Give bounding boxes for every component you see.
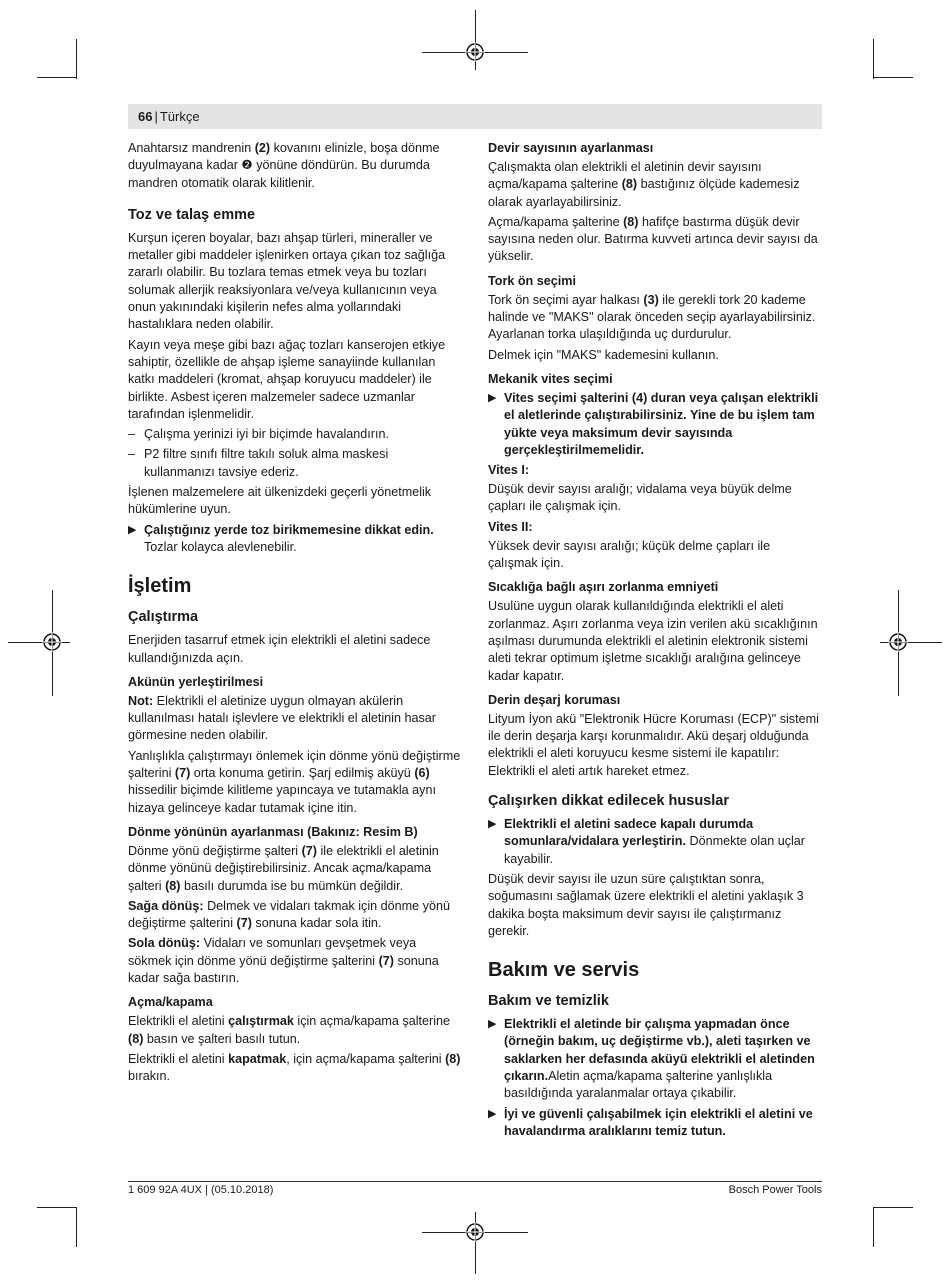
paragraph-devir-1: Çalışmakta olan elektrikli el aletinin devir sayısını açma/kapama şalterine (8) bastığınız ölçüde kademesiz olarak ayarlayabilirsiniz. <box>488 160 800 209</box>
paragraph-enerji: Enerjiden tasarruf etmek için elektrikli el aletini sadece kullandığınızda açın. <box>128 633 431 665</box>
left-column <box>128 140 462 1088</box>
paragraph-saga-donus: Sağa dönüş: Delmek ve vidaları takmak için dönme yönü değiştirme şalterini (7) sonuna kadar sola itin. <box>128 898 450 931</box>
warning-item: ▶ Vites seçimi şalterini (4) duran veya çalışan elektrikli el aletlerinde çalıştırabilirsiniz. Yine de bu işlem tam yükte veya maksimum devir sayısında gerçekleştirilmemelidir. <box>488 390 819 457</box>
section-title-isletim: İşletim <box>128 575 192 598</box>
page-number: 66 <box>138 109 153 124</box>
header-language: Türkçe <box>159 109 200 124</box>
paragraph-vites-1: Düşük devir sayısı aralığı; vidalama veya büyük delme çapları ile çalışmak için. <box>488 482 792 514</box>
list-item: – Çalışma yerinizi iyi bir biçimde havalandırın. <box>128 426 462 443</box>
heading-acma-kapama: Açma/kapama <box>128 995 213 1010</box>
heading-calistirma: Çalıştırma <box>128 609 199 626</box>
arrow-bullet-icon: ▶ <box>128 523 137 536</box>
crop-mark-br-v <box>873 1207 874 1247</box>
arrow-bullet-icon: ▶ <box>488 818 497 831</box>
heading-toz: Toz ve talaş emme <box>128 206 256 223</box>
direction-symbol: ❷ <box>241 158 253 173</box>
heading-vites-2: Vites II: <box>488 519 533 534</box>
list-item: – P2 filtre sınıfı filtre takılı soluk alma maskesi kullanmanızı tavsiye ederiz. <box>128 447 389 479</box>
paragraph-donme: Dönme yönü değiştirme şalteri (7) ile elektrikli el aletinin dönme yönünü değiştirebilirsiniz. Ancak açma/kapama şalteri (8) basılı durumda ise bu mümkün değildir. <box>128 843 439 893</box>
crop-mark-tr-v <box>873 39 874 79</box>
heading-mekanik: Mekanik vites seçimi <box>488 371 613 386</box>
heading-derin-desarj: Derin deşarj koruması <box>488 692 621 707</box>
section-title-bakim: Bakım ve servis <box>488 959 640 982</box>
crop-mark-bl-v <box>76 1207 77 1247</box>
arrow-bullet-icon: ▶ <box>488 1107 497 1120</box>
crop-mark-tr-h <box>873 77 913 78</box>
heading-vites-1: Vites I: <box>488 463 530 478</box>
paragraph-derin-desarj: Lityum İyon akü "Elektronik Hücre Koruması (ECP)" sistemi ile derin deşarja karşı korunmalıdır. Akü deşarj olduğunda elektrikli el aleti koruyucu kesme sistemi ile kapatılır: Elektrikli el aleti artık hareket etmez. <box>488 711 819 778</box>
paragraph-mandren: Anahtarsız mandrenin (2) kovanını elinizle, boşa dönme duyulmayana kadar ❷ yönüne döndürün. Bu durumda mandren otomatik olarak kilitlenir. <box>128 141 440 190</box>
paragraph-tork-2: Delmek için "MAKS" kademesini kullanın. <box>488 347 719 362</box>
heading-donme: Dönme yönünün ayarlanması (Bakınız: Resim B) <box>128 824 418 839</box>
crop-mark-bl-h <box>37 1207 77 1208</box>
crop-mark-tl-h <box>37 77 77 78</box>
registration-mark-icon <box>465 42 485 62</box>
header-separator: | <box>154 109 158 124</box>
heading-sicaklik: Sıcaklığa bağlı aşırı zorlanma emniyeti <box>488 580 719 595</box>
heading-devir: Devir sayısının ayarlanması <box>488 141 654 155</box>
warning-item: ▶ Elektrikli el aletini sadece kapalı durumda somunlara/vidalara yerleştirin. Dönmekte olan uçlar kayabilir. <box>488 817 806 866</box>
footer-brand: Bosch Power Tools <box>728 1184 822 1196</box>
crop-mark-br-h <box>873 1207 913 1208</box>
heading-bakim-temizlik: Bakım ve temizlik <box>488 993 609 1010</box>
warning-item: ▶ Çalıştığınız yerde toz birikmemesine dikkat edin. Tozlar kolayca alevlenebilir. <box>128 522 434 554</box>
crop-mark-tl-v <box>76 39 77 79</box>
dash-marker: – <box>128 447 136 462</box>
right-column <box>488 140 822 1143</box>
heading-akunun: Akünün yerleştirilmesi <box>128 674 264 689</box>
paragraph-acma: Elektrikli el aletini çalıştırmak için açma/kapama şalterine (8) basın ve şalteri basılı tutun. <box>128 1014 450 1046</box>
paragraph-kapama: Elektrikli el aletini kapatmak, için açma/kapama şalterini (8) bırakın. <box>128 1051 461 1084</box>
footer-doc-id: 1 609 92A 4UX | (05.10.2018) <box>128 1184 274 1196</box>
paragraph-toz-3: İşlenen malzemelere ait ülkenizdeki geçerli yönetmelik hükümlerine uyun. <box>128 485 432 517</box>
heading-tork: Tork ön seçimi <box>488 273 576 288</box>
heading-calisirken: Çalışırken dikkat edilecek hususlar <box>488 793 729 810</box>
paragraph-vites-2: Yüksek devir sayısı aralığı; küçük delme çapları ile çalışmak için. <box>488 538 771 571</box>
registration-mark-icon <box>465 1222 485 1242</box>
page-header <box>128 104 822 129</box>
paragraph-not: Not: Elektrikli el aletinize uygun olmayan akülerin kullanılması hatalı işlevlere ve elektrikli el aletinin hasar görmesine neden olabilir. <box>128 693 436 743</box>
paragraph-tork-1: Tork ön seçimi ayar halkası (3) ile gerekli tork 20 kademe halinde ve "MAKS" olarak önceden seçip ayarlayabilirsiniz. Ayarlanan torka ulaşıldığında uç durdurulur. <box>488 292 816 342</box>
warning-item: ▶ İyi ve güvenli çalışabilmek için elektrikli el aletini ve havalandırma aralıklarını temiz tutun. <box>488 1106 813 1138</box>
paragraph-sola-donus: Sola dönüş: Vidaları ve somunları gevşetmek veya sökmek için dönme yönü değiştirme şalterini (7) sonuna kadar sağa bastırın. <box>128 936 439 985</box>
paragraph-toz-2: Kayın veya meşe gibi bazı ağaç tozları kanserojen etkiye sahiptir, özellikle de ahşap işleme sanayiinde kullanılan katkı maddeleri (kromat, ahşap koruyucu maddeler) ile birlikte. Asbest içeren malzemeler sadece uzmanlar tarafından işlenmelidir. <box>128 337 446 421</box>
paragraph-yanlislikla: Yanlışlıkla çalıştırmayı önlemek için dönme yönü değiştirme şalterini (7) orta konuma getirin. Şarj edilmiş aküyü (6) hissedilir biçimde kilitleme yapıncaya ve tutamakla aynı hizaya gelinceye kadar tutamak içine itin. <box>128 748 461 815</box>
paragraph-devir-2: Açma/kapama şalterine (8) hafifçe bastırma düşük devir sayısına neden olur. Batırma kuvveti artınca devir sayısı da yükselir. <box>488 214 818 264</box>
registration-mark-icon <box>888 632 908 652</box>
paragraph-dusuk-devir: Düşük devir sayısı ile uzun süre çalıştıktan sonra, soğumasını sağlamak üzere elektrikli el aletini yaklaşık 3 dakika boşta maksimum devir sayısı ile çalıştırmanız gerekir. <box>488 871 804 938</box>
dash-marker: – <box>128 427 136 442</box>
arrow-bullet-icon: ▶ <box>488 1018 497 1031</box>
arrow-bullet-icon: ▶ <box>488 391 497 404</box>
paragraph-toz-1: Kurşun içeren boyalar, bazı ahşap türleri, mineraller ve metaller gibi maddeler işlenirken ortaya çıkan toz sağlığa zararlı olabilir. Bu tozlara temas etmek veya bu tozları solumak allerjik reaksiyonlara ve/veya kullanıcının veya onun yakınındaki kişilerin nefes alma yollarındaki hastalıklara neden olabilir. <box>128 230 446 332</box>
paragraph-sicaklik: Usulüne uygun olarak kullanıldığında elektrikli el aleti zorlanmaz. Aşırı zorlanma veya izin verilen akü sıcaklığının aşılması durumunda elektrikli el aletinin elektronik sistemi aleti tekrar optimum işletme sıcaklığı aralığına gelinceye kadar kapatır. <box>488 599 818 683</box>
registration-mark-icon <box>42 632 62 652</box>
warning-item: ▶ Elektrikli el aletinde bir çalışma yapmadan önce (örneğin bakım, uç değiştirme vb.), aleti taşırken ve saklarken her defasında aküyü elektrikli el aletinden çıkarın.Aletin açma/kapama şalterine yanlışlıkla basıldığında yaralanmalar ortaya çıkabilir. <box>488 1017 815 1101</box>
footer-divider <box>128 1181 822 1182</box>
